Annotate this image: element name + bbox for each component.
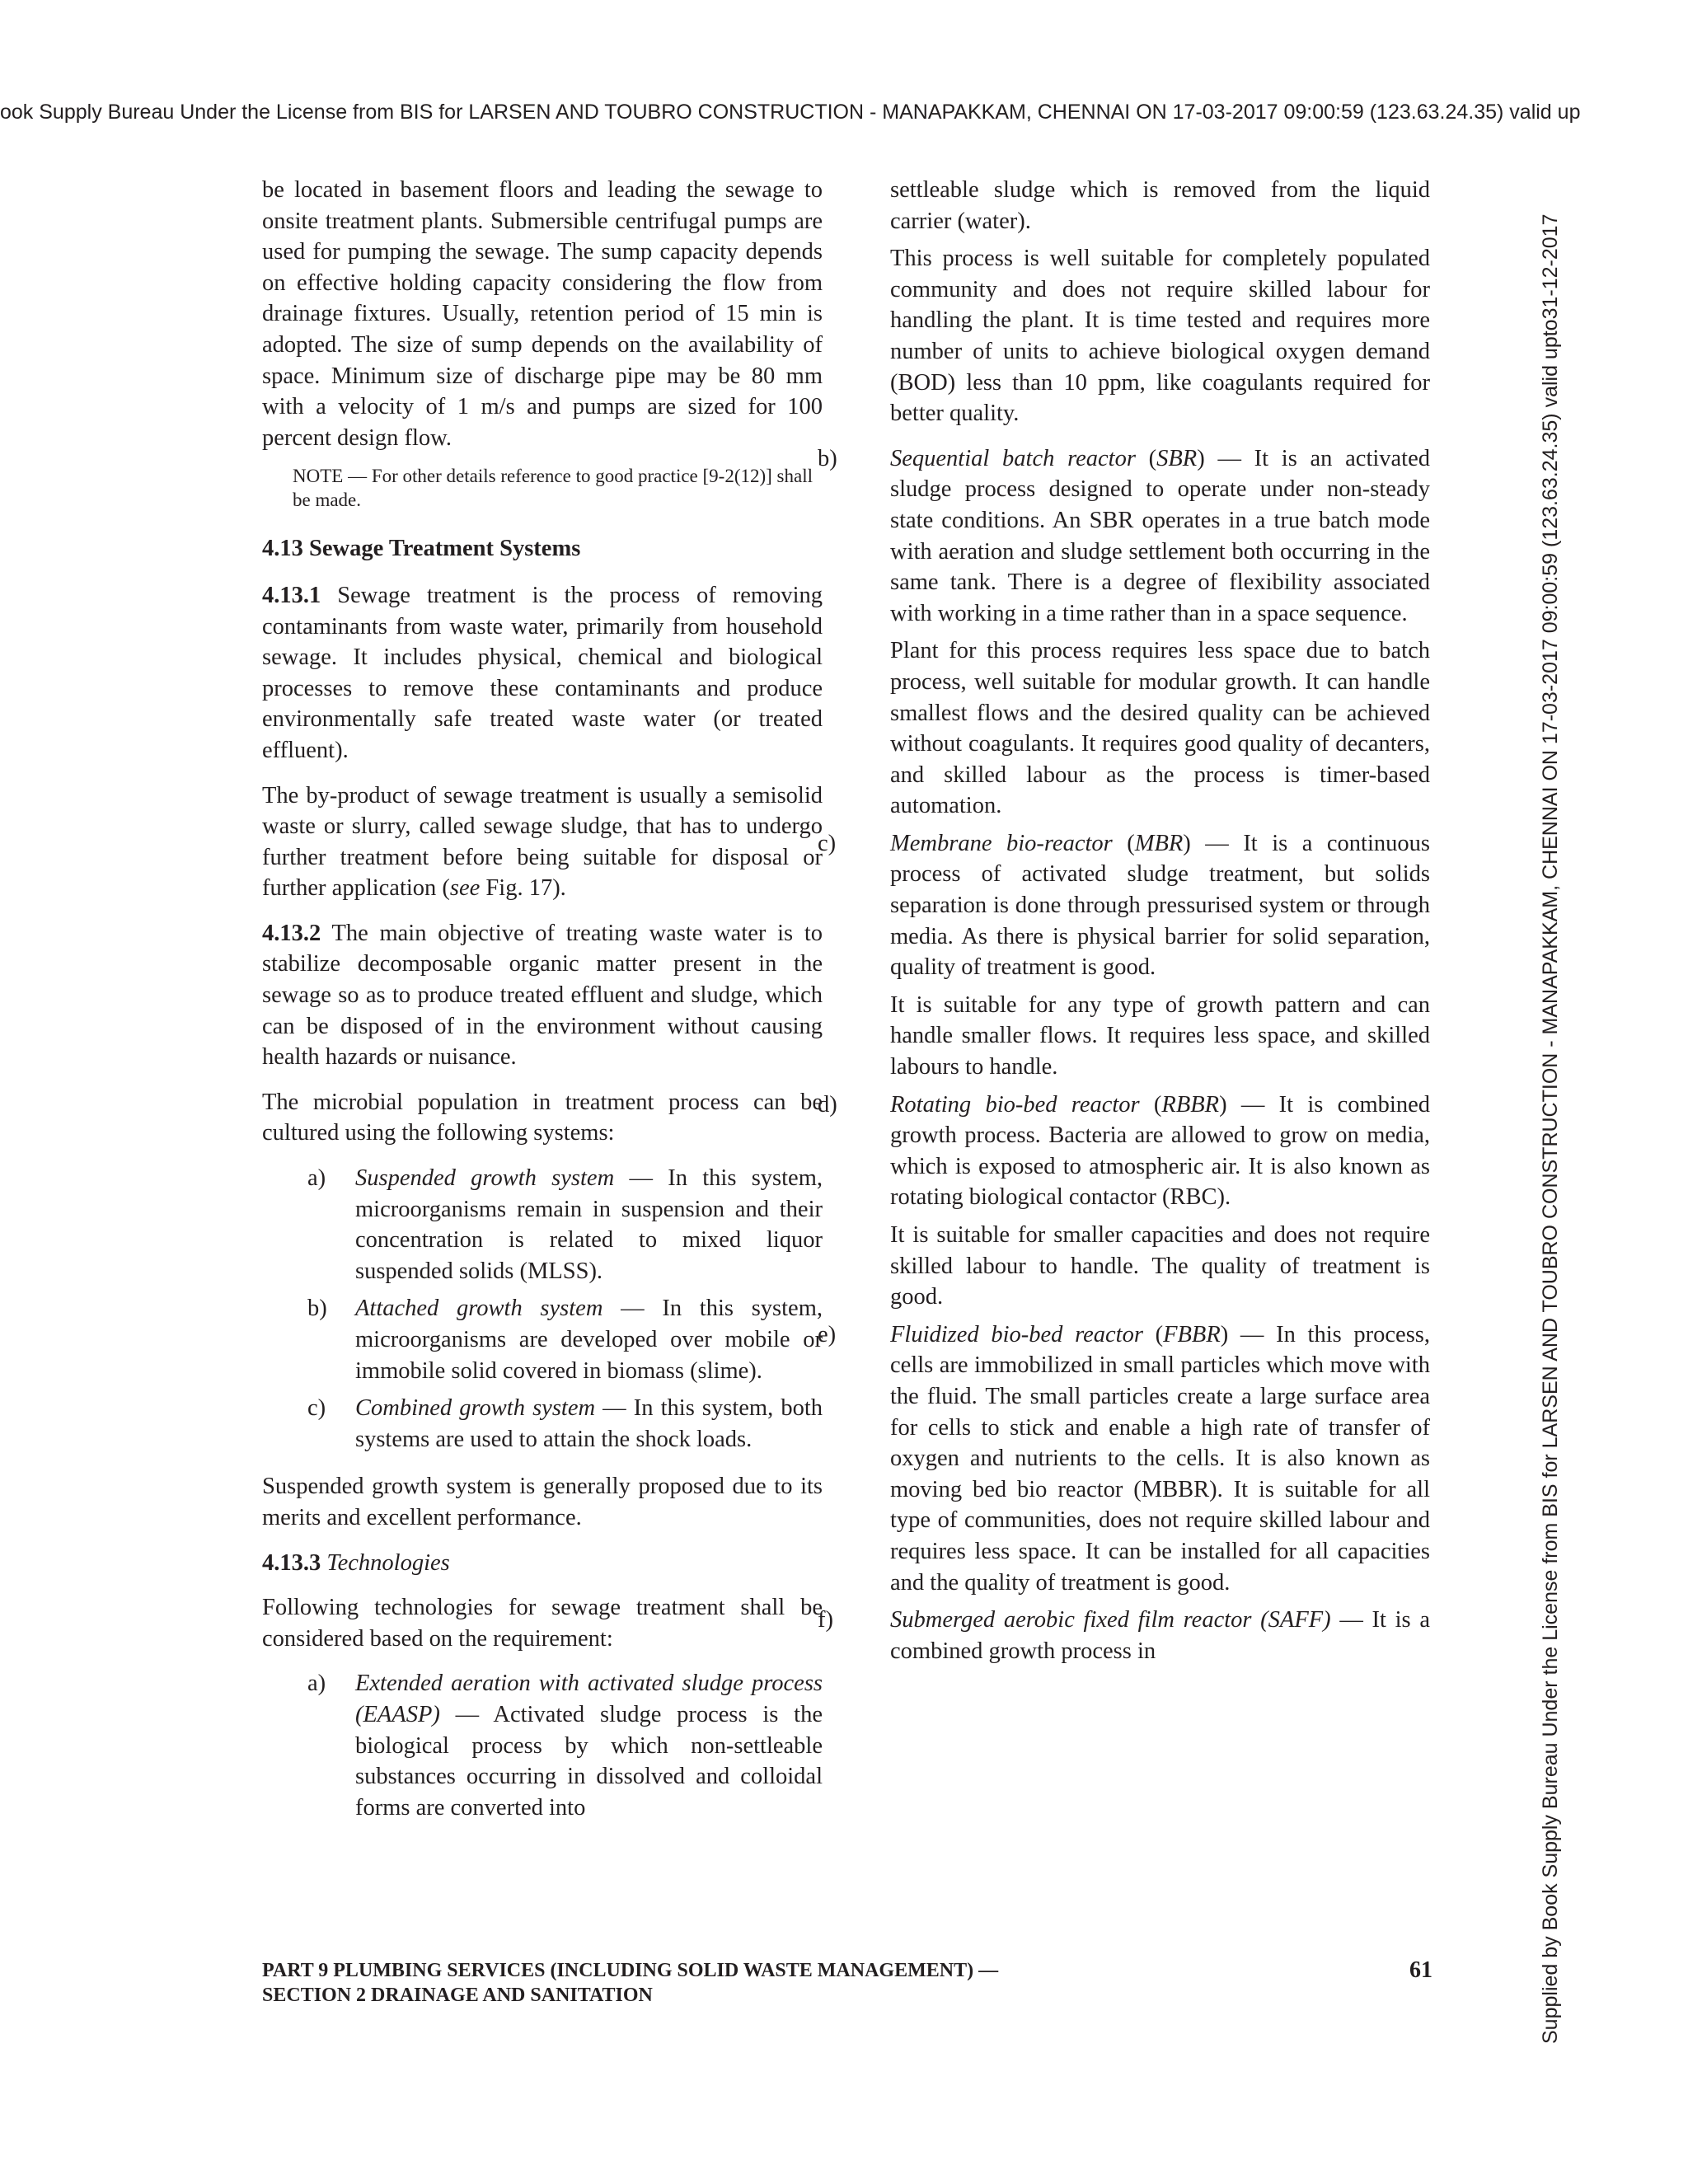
item-extra: It is suitable for smaller capacities and does not require skilled labour to handle. The quality of treatment is good. (890, 1222, 1430, 1310)
item-body: — It is combined growth process. Bacteria are allowed to grow on media, which is exposed to atmospheric air. It is also known as rotating biological contactor (RBC). (890, 1091, 1430, 1211)
item-label: c) (818, 830, 837, 856)
list-item (818, 1090, 1430, 1313)
item-body: — In this system, both systems are used to attain the shock loads. (355, 1395, 823, 1452)
page-number: 61 (1409, 1957, 1432, 1983)
footer-part-title: PART 9 PLUMBING SERVICES (INCLUDING SOLID WASTE MANAGEMENT) — (262, 1960, 999, 1981)
item-body: — In this process, cells are immobilized in small particles which move with the fluid. The small particles create a large surface area for cells to stick and enable a high rate of transfer of oxygen and nutrients to the cells. It is also known as moving bed bio reactor (MBBR). It is suitable for all type of communities, does not require skilled labour and requires less space. It can be installed for all capacities and the quality of treatment is good. (890, 1321, 1430, 1596)
paragraph-text: The by-product of sewage treatment is usually a semisolid waste or slurry, called sewage sludge, that has to undergo further treatment before being suitable for disposal or further application ( (262, 782, 823, 902)
item-body: — In this system, microorganisms are developed over mobile or immobile solid covered in biomass (slime). (355, 1296, 823, 1384)
item-label: b) (307, 1296, 327, 1322)
item-text (355, 1393, 823, 1455)
item-body: — In this system, microorganisms remain in suspension and their concentration is related to mixed liquor suspended solids (MLSS). (355, 1165, 823, 1284)
item-text: Sequential batch reactor (SBR) — It is an activated sludge process designed to operate under non-steady state conditions. An SBR operates in a true batch mode with aeration and sludge settlement both occurring in the same tank. There is a degree of flexibility associated with working in a time rather than in a space sequence. (890, 445, 1431, 626)
list-item (818, 443, 1430, 822)
item-title: Extended aeration with activated sludge process (EAASP) (355, 1671, 823, 1727)
item-extra: It is suitable for any type of growth pattern and can handle smaller flows. It requires less space, and skilled labours to handle. (890, 991, 1430, 1080)
item-title: Membrane bio-reactor (890, 830, 1113, 856)
continued-text: This process is well suitable for completely populated community and does not require skilled labour for handling the plant. It is time tested and requires more number of units to achieve biological oxygen demand (BOD) less than 10 ppm, like coagulants required for better quality. (890, 246, 1430, 427)
left-column (262, 175, 823, 1840)
item-title: Rotating bio-bed reactor (890, 1091, 1140, 1118)
item-body: — It is an activated sludge process designed to operate under non-steady state conditions. An SBR operates in a true batch mode with aeration and sludge settlement both occurring in the same tank. There is a degree of flexibility associated with working in a time rather than in a space sequence. (890, 445, 1431, 626)
item-text (355, 1163, 823, 1286)
clause-number: 4.13.1 (262, 582, 321, 608)
list-item (818, 1319, 1430, 1598)
item-text (355, 1293, 823, 1386)
item-abbr: MBR (1134, 830, 1184, 856)
list-item (307, 1668, 823, 1823)
item-title: Combined growth system (355, 1395, 596, 1422)
byproduct-paragraph (262, 780, 823, 904)
section-heading-4-13: 4.13 Sewage Treatment Systems (262, 536, 581, 562)
item-abbr: SBR (1156, 445, 1198, 471)
item-title: Suspended growth system (355, 1165, 615, 1192)
suspended-growth-paragraph: Suspended growth system is generally proposed due to its merits and excellent performance. (262, 1474, 823, 1530)
item-title: Submerged aerobic fixed film reactor (SAFF) (890, 1607, 1331, 1633)
item-label: d) (818, 1091, 837, 1118)
item-abbr: FBBR (1163, 1321, 1221, 1347)
paragraph-text: Fig. 17). (480, 875, 566, 902)
item-text (890, 1605, 1430, 1666)
intro-paragraph: be located in basement floors and leading the sewage to onsite treatment plants. Submersible centrifugal pumps are used for pumping the sewage. The sump capacity depends on effective holding capacity considering the flow from drainage fixtures. Usually, retention period of 15 min is adopted. The size of sump depends on the availability of space. Minimum size of discharge pipe may be 80 mm with a velocity of 1 m/s and pumps are sized for 100 percent design flow. (262, 177, 823, 451)
item-text: Rotating bio-bed reactor (RBBR) — It is combined growth process. Bacteria are allowed to grow on media, which is exposed to atmospheric air. It is also known as rotating biological contactor (RBC). (890, 1091, 1430, 1211)
list-item (818, 1605, 1430, 1666)
item-body: — It is a continuous process of activated sludge treatment, but solids separation is done through pressurised system or through media. As there is physical barrier for solid separation, quality of treatment is good. (890, 830, 1430, 981)
technologies-list (307, 1668, 823, 1823)
growth-systems-list (307, 1163, 823, 1455)
see-reference: see (449, 875, 481, 902)
item-label: a) (307, 1671, 326, 1697)
subsection-heading-4-13-3 (262, 1548, 823, 1579)
list-item (818, 828, 1430, 1083)
item-body: — Activated sludge process is the biological process by which non-settleable substances occurring in dissolved and colloidal forms are converted into (355, 1701, 823, 1821)
item-label: a) (307, 1165, 326, 1192)
list-item (307, 1293, 823, 1386)
right-column (818, 175, 1431, 1683)
item-title: Fluidized bio-bed reactor (890, 1321, 1143, 1347)
item-title: Sequential batch reactor (890, 445, 1136, 471)
clause-number: 4.13.3 (262, 1549, 321, 1576)
item-abbr: RBBR (1161, 1091, 1220, 1118)
item-extra: Plant for this process requires less space due to batch process, well suitable for modular growth. It can handle smallest flows and the desired quality can be achieved without coagulants. It requires good quality of decanters, and skilled labour as the process is timer-based automation. (890, 638, 1430, 819)
item-label: b) (818, 445, 837, 471)
item-body: — It is a combined growth process in (890, 1607, 1430, 1664)
list-item (307, 1163, 823, 1286)
technologies-list-continued (818, 443, 1431, 1667)
note: NOTE — For other details reference to good practice [9-2(12)] shall be made. (293, 466, 813, 511)
item-label: c) (307, 1395, 326, 1422)
item-title: Attached growth system (355, 1296, 603, 1322)
item-text: Fluidized bio-bed reactor (FBBR) — In this process, cells are immobilized in small particles which move with the fluid. The small particles create a large surface area for cells to stick and enable a high rate of transfer of oxygen and nutrients to the cells. It is also known as moving bed bio reactor (MBBR). It is suitable for all type of communities, does not require skilled labour and requires less space. It can be installed for all capacities and the quality of treatment is good. (890, 1321, 1430, 1596)
clause-number: 4.13.2 (262, 920, 321, 946)
license-watermark-side: Supplied by Book Supply Bureau Under the License from BIS for LARSEN AND TOUBRO CONSTRUCTION - MANAPAKKAM, CHENNAI ON 17-03-2017 09:00:59 (123.63.24.35) valid upto31-12-2017 (1539, 213, 1562, 2044)
item-label: f) (818, 1607, 833, 1633)
license-watermark-top: ook Supply Bureau Under the License from BIS for LARSEN AND TOUBRO CONSTRUCTION - MANAPAKKAM, CHENNAI ON 17-03-2017 09:00:59 (123.63.24.35) valid up (0, 101, 1581, 124)
microbial-paragraph: The microbial population in treatment process can be cultured using the following systems: (262, 1089, 823, 1146)
list-item (307, 1393, 823, 1455)
subsection-title: Technologies (321, 1549, 450, 1576)
paragraph-4-13-1 (262, 580, 823, 766)
item-text: Membrane bio-reactor (MBR) — It is a continuous process of activated sludge treatment, but solids separation is done through pressurised system or through media. As there is physical barrier for solid separation, quality of treatment is good. (890, 830, 1430, 981)
item-text (355, 1668, 823, 1823)
continued-text: settleable sludge which is removed from the liquid carrier (water). (890, 177, 1430, 234)
item-label: e) (818, 1321, 837, 1347)
footer-section-title: SECTION 2 DRAINAGE AND SANITATION (262, 1985, 653, 2006)
paragraph-4-13-2 (262, 918, 823, 1073)
paragraph-text: The main objective of treating waste water is to stabilize decomposable organic matter present in the sewage so as to produce treated effluent and sludge, which can be disposed of in the environment without causing health hazards or nuisance. (262, 920, 823, 1071)
paragraph-text: Sewage treatment is the process of removing contaminants from waste water, primarily from household sewage. It includes physical, chemical and biological processes to remove these contaminants and produce environmentally safe treated waste water (or treated effluent). (262, 582, 823, 763)
page-footer (262, 1958, 1432, 2008)
technologies-paragraph: Following technologies for sewage treatment shall be considered based on the requirement: (262, 1595, 823, 1652)
